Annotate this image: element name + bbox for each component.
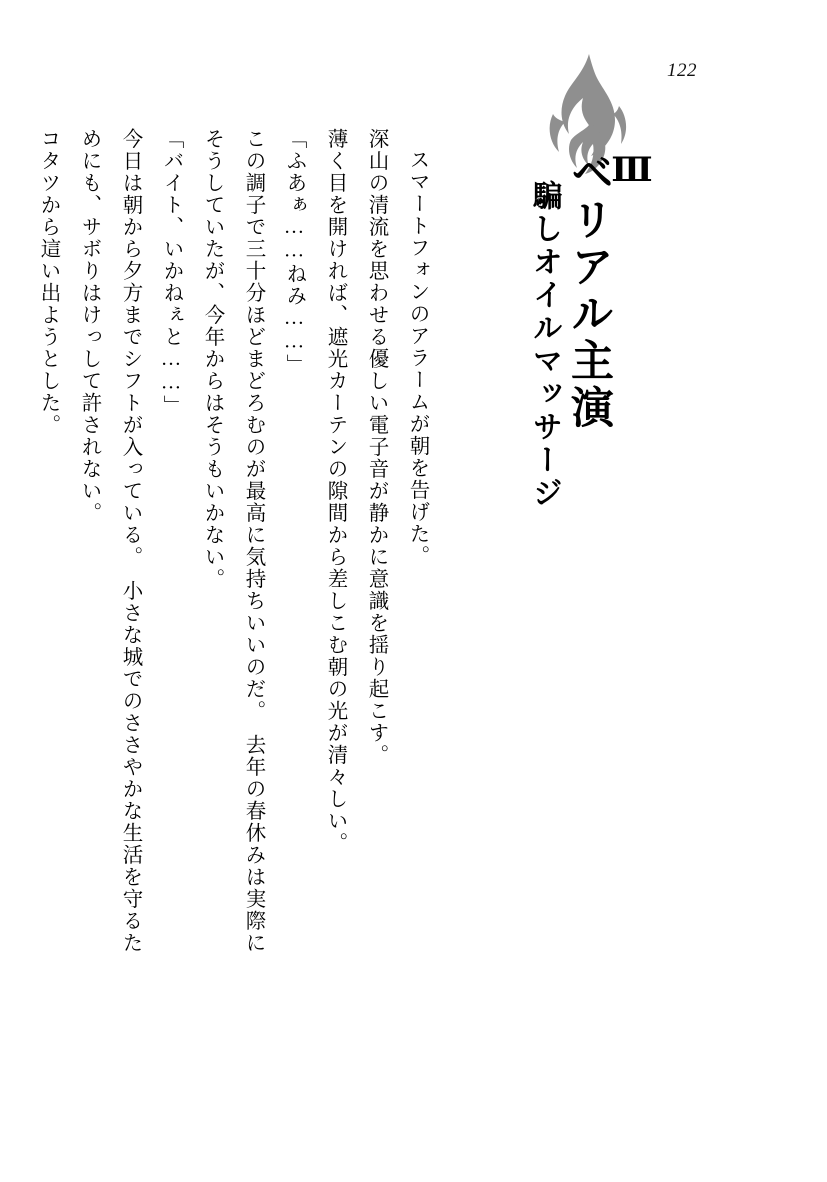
paragraph: 今日は朝から夕方までシフトが入っている。 小さな城でのささやかな生活を守るた xyxy=(119,128,141,954)
paragraph: コタツから這い出ようとした。 xyxy=(37,128,59,436)
chapter-title: ベリアル主演 xyxy=(565,150,612,432)
paragraph: 薄く目を開ければ、遮光カーテンの隙間から差しこむ朝の光が清々しい。 xyxy=(324,128,346,854)
body-text xyxy=(37,128,437,1073)
paragraph: そうしていたが、今年からはそうもいかない。 xyxy=(201,128,223,590)
paragraph: スマートフォンのアラームが朝を告げた。 xyxy=(406,148,428,567)
paragraph: 「バイト、いかねぇと……」 xyxy=(160,128,182,417)
paragraph: 「ふあぁ……ねみ……」 xyxy=(283,128,305,376)
paragraph: この調子で三十分ほどまどろむのが最高に気持ちいいのだ。 去年の春休みは実際に xyxy=(242,128,264,954)
paragraph: めにも、サボりはけっして許されない。 xyxy=(78,128,100,524)
chapter-heading xyxy=(522,150,651,850)
chapter-number: Ⅲ xyxy=(613,150,650,192)
chapter-subtitle: 騙しオイルマッサージ xyxy=(527,180,561,510)
page-number: 122 xyxy=(667,60,697,81)
paragraph: 深山の清流を思わせる優しい電子音が静かに意識を揺り起こす。 xyxy=(365,128,387,766)
